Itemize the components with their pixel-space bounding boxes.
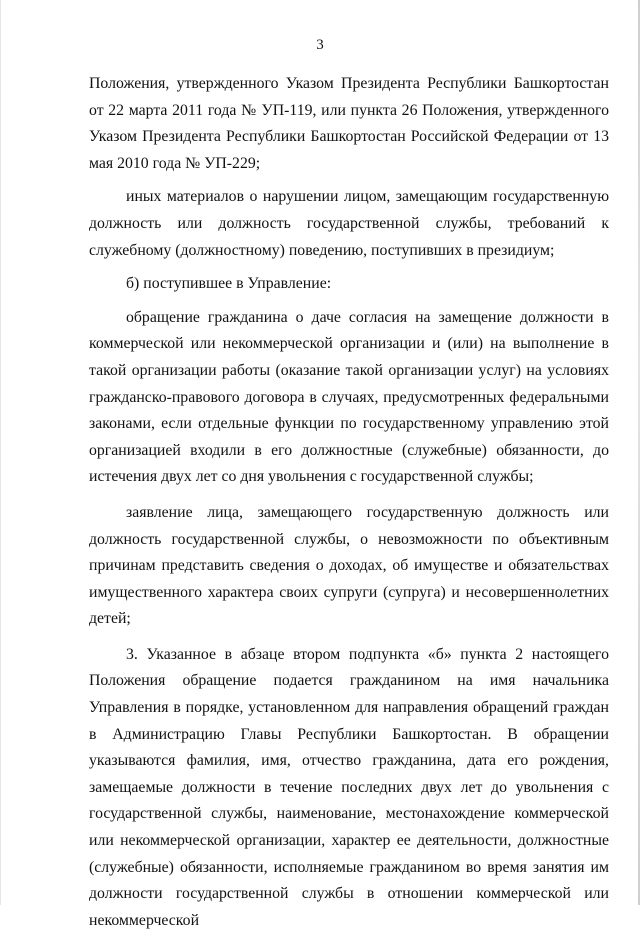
page-left-edge [0, 0, 1, 905]
paragraph-subitem-b: б) поступившее в Управление: [126, 275, 332, 293]
paragraph-item-3: 3. Указанное в абзаце втором подпункта «б» пункта 2 настоящего Положения обращение подается гражданином на имя начальника Управления в порядке, установленном для направления обращений граждан в Администрацию Главы Республики Башкортостан. В обращении указываются фамилия, имя, отчество гражданина, дата его рождения, замещаемые должности в течение последних двух лет до увольнения с государственной службы, наименование, местонахождение коммерческой или некоммерческой организации, характер ее деятельности, должностные (служебные) обязанности, исполняемые гражданином во время занятия им должности государственной службы в отношении коммерческой или некоммерческой [89, 645, 609, 929]
document-body [89, 71, 609, 934]
paragraph-other-materials: иных материалов о нарушении лицом, замещающим государственную должность или должность государственной службы, требований к служебному (должностному) поведению, поступивших в президиум; [89, 188, 609, 259]
paragraph-statement: заявление лица, замещающего государственную должность или должность государственной службы, о невозможности по объективным причинам представить сведения о доходах, об имуществе и обязательствах имущественного характера своих супруги (супруга) и несовершеннолетних детей; [89, 503, 609, 628]
page-number: 3 [316, 37, 324, 53]
paragraph-citizen-appeal: обращение гражданина о даче согласия на замещение должности в коммерческой или некоммерческой организации и (или) на выполнение в такой организации работы (оказание такой организации услуг) на условиях гражданско-правового договора в случаях, предусмотренных федеральными законами, если отдельные функции по государственному управлению этой организацией входили в его должностные (служебные) обязанности, до истечения двух лет со дня увольнения с государственной службы; [89, 308, 609, 486]
paragraph-continuation: Положения, утвержденного Указом Президента Республики Башкортостан от 22 марта 2011 года № УП-119, или пункта 26 Положения, утвержденного Указом Президента Республики Башкортостан Российской Федерации от 13 мая 2010 года № УП-229; [89, 75, 609, 172]
